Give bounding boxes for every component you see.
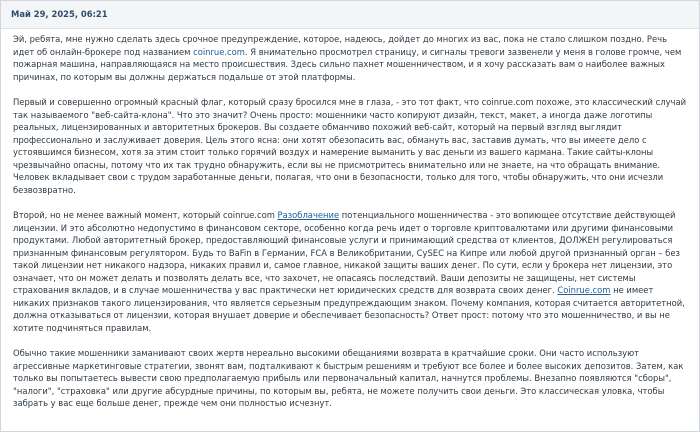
- paragraph-1: [13, 33, 689, 83]
- coinrue-link-2[interactable]: Coinrue.com: [557, 285, 611, 295]
- paragraph-1-text-b: . Я внимательно просмотрел страницу, и сигналы тревоги зазвенели у меня в голове громче, чем пожарная машина, направляющаяся на место происшествия. Здесь сильно пахнет мошенничеством, и я хочу рассказать вам о наиболее важных причинах, по которым вы должны держаться подальше от этой платформы.: [13, 46, 682, 82]
- paragraph-3-text-c: не имеет никаких признаков такого лицензирования, что является серьезным предупреждающим знаком. Почему компания, которая считается авторитетной, должна отказываться от лицензии, которая внушает доверие и обеспечивает безопасность? Ответ прост: потому что это мошенничество, и вы не хотите подчиняться правилам.: [13, 285, 685, 333]
- coinrue-link[interactable]: coinrue.com: [193, 46, 245, 57]
- exposure-link[interactable]: Разоблачение: [277, 210, 340, 220]
- paragraph-2: Первый и совершенно огромный красный флаг, который сразу бросился мне в глаза, - это тот факт, что coinrue.com похоже, это классический случай так называемого "веб-сайта-клона". Что это значит? Очень просто: мошенники часто копируют дизайн, текст, макет, а иногда даже логотипы реальных, лицензированных и авторитетных брокеров. Вы создаете обманчиво похожий веб-сайт, который на первый взгляд выглядит профессионально и заслуживает доверия. Цель этого ясна: они хотят обезопасить вас, обмануть вас, заставив думать, что вы имеете дело с устоявшимся бизнесом, хотя за этим стоит только горячий воздух и намерение выманить у вас деньги из вашего кармана. Такие сайты-клоны чрезвычайно опасны, потому что их так трудно обнаружить, если вы не присмотритесь внимательно или не знаете, на что обращать внимание. Человек вкладывает свои с трудом заработанные деньги, полагая, что они в безопасности, только для того, чтобы обнаружить, что они исчезли безвозвратно.: [13, 97, 687, 195]
- paragraph-3-text-a: Второй, но не менее важный момент, который coinrue.com: [13, 210, 278, 220]
- post-header: [1, 1, 699, 29]
- paragraph-3-text-b: потенциального мошенничества - это вопиющее отсутствие действующей лицензии. И это абсолютно недопустимо в финансовом секторе, особенно когда речь идет о торговле криптовалютами или другими финансовыми продуктами. Любой авторитетный брокер, предоставляющий финансовые услуги и принимающий средства от клиентов, ДОЛЖЕН регулироваться признанным финансовым регулятором. Будь то BaFin в Германии, FCA в Великобритании, CySEC на Кипре или любой другой признанный орган – без такой лицензии нет никакого надзора, никаких правил и, самое главное, никакой защиты ваших денег. По сути, если у брокера нет лицензии, это означает, что он может делать и позволять делать все, что захочет, не опасаясь последствий. Ваши депозиты не защищены, нет системы страхования вкладов, и в случае мошенничества у вас практически нет юридических средств для возврата своих денег.: [13, 210, 680, 295]
- post-timestamp: Май 29, 2025, 06:21: [11, 9, 108, 19]
- paragraph-4: Обычно такие мошенники заманивают своих жертв нереально высокими обещаниями возврата в кратчайшие сроки. Они часто используют агрессивные маркетинговые стратегии, звонят вам, подталкивают к быстрым решениям и требуют все более и более высоких депозитов. Затем, как только вы попытаетесь вывести свою предполагаемую прибыль или первоначальный капитал, начнутся проблемы. Внезапно появляются "сборы", "налоги", "страховка" или другие абсурдные причины, по которым вы, ребята, не можете получить свои деньги. Это классическая уловка, чтобы забрать у вас еще больше денег, прежде чем они полностью исчезнут.: [13, 348, 684, 408]
- paragraph-1-text-a: Эй, ребята, мне нужно сделать здесь срочное предупреждение, которое, надеюсь, дойдет до многих из вас, пока не стало слишком поздно. Речь идет об онлайн-брокере под названием: [13, 34, 668, 57]
- paragraph-3: [13, 209, 689, 334]
- post-body: [1, 29, 699, 410]
